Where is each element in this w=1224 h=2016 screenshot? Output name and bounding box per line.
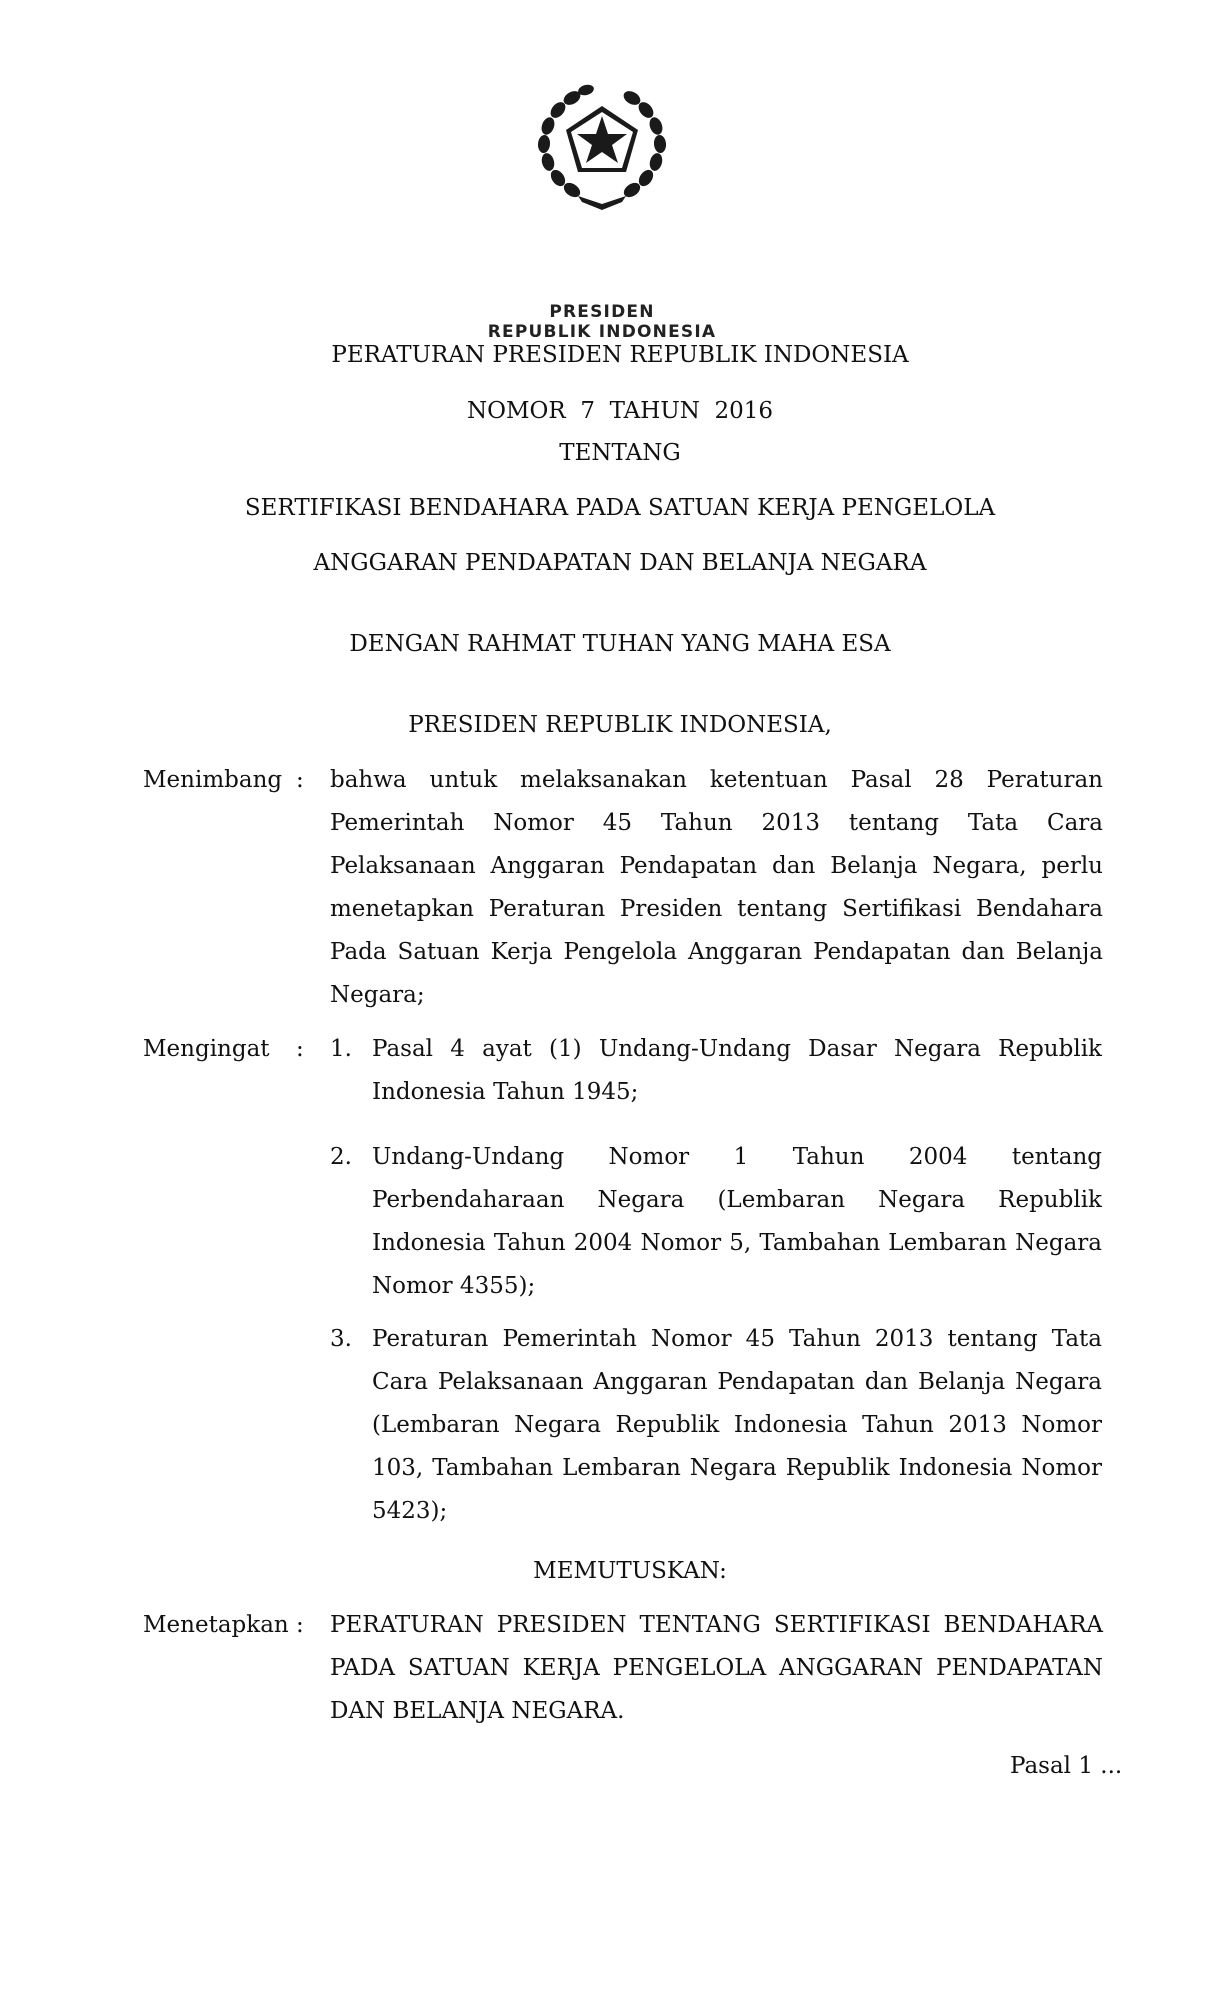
menimbang-colon: : [296,767,304,793]
list-number: 1. [330,1036,352,1062]
list-number: 2. [330,1144,352,1170]
mengingat-colon: : [296,1036,304,1062]
regulation-title: PERATURAN PRESIDEN REPUBLIK INDONESIA [331,342,909,368]
next-page-marker: Pasal 1 ... [1010,1753,1123,1779]
list-number: 3. [330,1326,352,1352]
list-text: Pasal 4 ayat (1) Undang-Undang Dasar Negara Republik Indonesia Tahun 1945; [372,1036,1102,1105]
regulation-tentang: TENTANG [559,440,681,466]
garuda-star-wreath-icon [514,70,690,210]
list-text: Undang-Undang Nomor 1 Tahun 2004 tentang Perbendaharaan Negara (Lembaran Negara Republik Indonesia Tahun 2004 Nomor 5, Tambahan Lembaran Negara Nomor 4355); [372,1144,1102,1299]
menimbang-label: Menimbang [143,767,283,793]
list-text: Peraturan Pemerintah Nomor 45 Tahun 2013 tentang Tata Cara Pelaksanaan Anggaran Pendapatan dan Belanja Negara (Lembaran Negara Republik Indonesia Tahun 2013 Nomor 103, Tambahan Lembaran Negara Republik Indonesia Nomor 5423); [372,1326,1102,1524]
regulation-number: NOMOR 7 TAHUN 2016 [467,398,773,424]
invocation: DENGAN RAHMAT TUHAN YANG MAHA ESA [349,631,891,657]
president-heading: PRESIDEN REPUBLIK INDONESIA, [408,712,832,738]
regulation-subject-line1: SERTIFIKASI BENDAHARA PADA SATUAN KERJA PENGELOLA [244,495,996,521]
regulation-subject-line2: ANGGARAN PENDAPATAN DAN BELANJA NEGARA [313,550,927,576]
mengingat-label: Mengingat [143,1036,270,1062]
emblem-caption-president: PRESIDEN [549,302,655,322]
menimbang-text: bahwa untuk melaksanakan ketentuan Pasal 28 Peraturan Pemerintah Nomor 45 Tahun 2013 tentang Tata Cara Pelaksanaan Anggaran Pendapatan dan Belanja Negara, perlu menetapkan Peraturan Presiden tentang Sertifikasi Bendahara Pada Satuan Kerja Pengelola Anggaran Pendapatan dan Belanja Negara; [330,767,1103,1008]
presidential-emblem [486,70,718,342]
memutuskan-heading: MEMUTUSKAN: [533,1558,727,1584]
emblem-caption-republic: REPUBLIK INDONESIA [487,322,717,342]
menetapkan-text: PERATURAN PRESIDEN TENTANG SERTIFIKASI BENDAHARA PADA SATUAN KERJA PENGELOLA ANGGARAN PENDAPATAN DAN BELANJA NEGARA. [330,1612,1103,1724]
menetapkan-label: Menetapkan [143,1612,289,1638]
menetapkan-colon: : [296,1612,304,1638]
